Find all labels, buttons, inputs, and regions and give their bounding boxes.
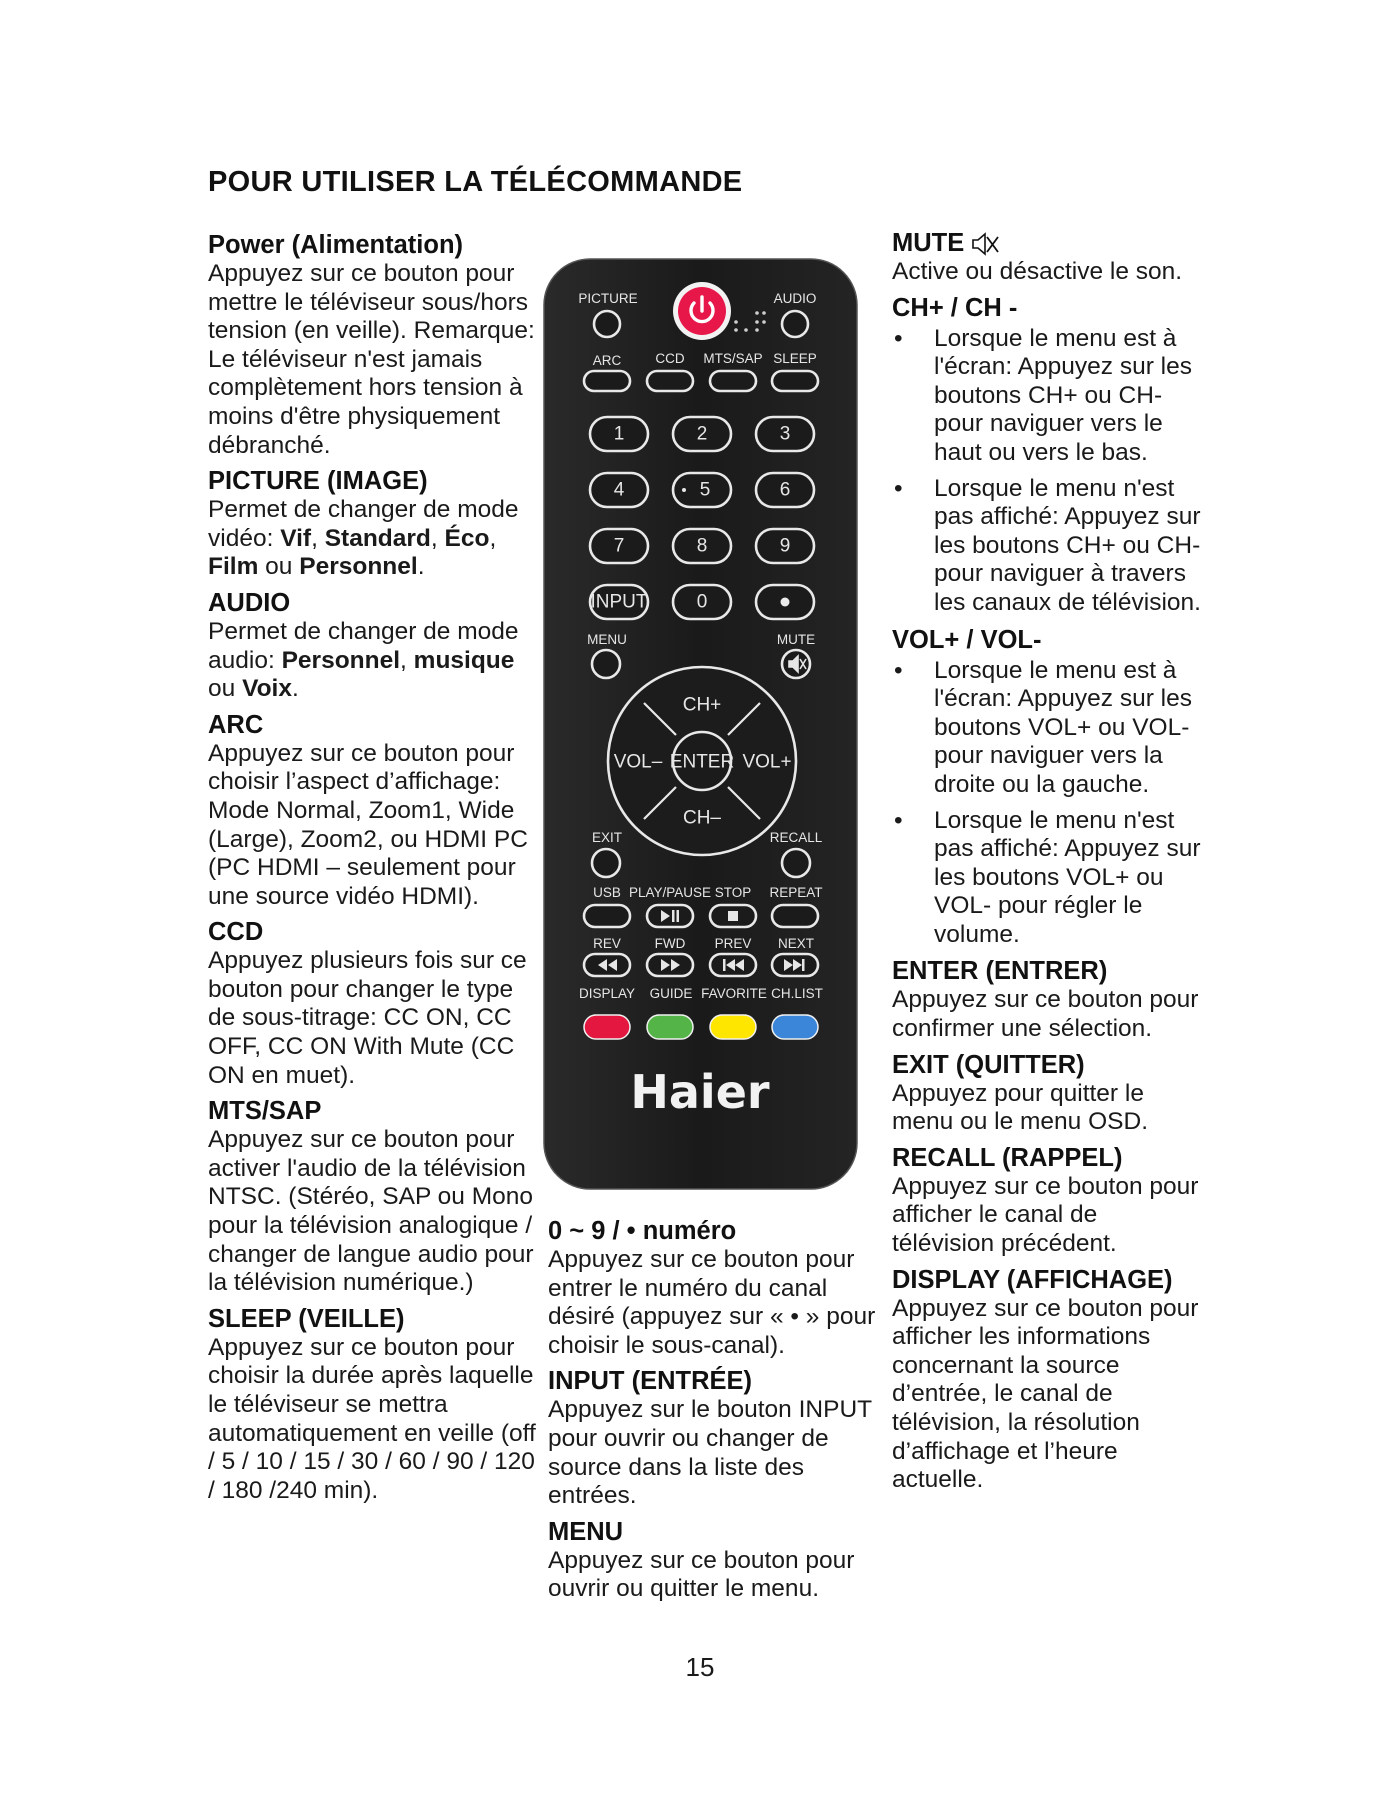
right-column [892,228,1202,1501]
label-ch-plus: CH+ [682,694,722,716]
section-text: Appuyez sur ce bouton pour activer l'audio de la télévision NTSC. (Stéréo, SAP ou Mono pour la télévision analogique / changer de langue audio pour la télévision numérique.) [208,1126,534,1297]
menu-button[interactable] [592,650,620,678]
text-part: ou [208,675,243,703]
section-exit [892,1050,1202,1137]
text-part: , [311,524,325,552]
section-mts-sap [208,1096,543,1298]
digit-label: 0 [696,591,708,613]
section-title: ARC [208,710,264,739]
digit-label: 8 [696,535,708,557]
section-display [892,1265,1202,1495]
stop-icon [728,911,738,921]
label-repeat: REPEAT [769,885,823,900]
label-mute: MUTE [776,632,816,647]
section-title: SLEEP (VEILLE) [208,1304,405,1333]
label-picture: PICTURE [578,291,638,306]
section-text: Appuyez sur ce bouton pour mettre le téléviseur sous/hors tension (en veille). Remarque: Le téléviseur n'est jamais complètement hors tension à moins d'être physiquement débranché. [208,260,535,459]
label-enter: ENTER [669,751,735,773]
text-part: . [417,553,425,581]
list-item: • Lorsque le menu n'est pas affiché: Appuyez sur les boutons VOL+ ou VOL- pour régler le volume. [892,807,1202,950]
page-title: POUR UTILISER LA TÉLÉCOMMANDE [208,166,743,198]
section-enter [892,956,1202,1043]
label-stop: STOP [714,885,752,900]
section-title: INPUT (ENTRÉE) [548,1367,752,1396]
red-display-button[interactable] [584,1015,630,1039]
label-prev: PREV [714,936,752,951]
ccd-button[interactable] [647,371,693,391]
section-title: CH+ / CH - [892,293,1018,322]
yellow-favorite-button[interactable] [710,1015,756,1039]
exit-button[interactable] [592,849,620,877]
digit-label: 7 [613,535,625,557]
section-title: AUDIO [208,588,291,617]
section-ccd [208,917,543,1090]
section-text: Appuyez sur le bouton INPUT pour ouvrir ou changer de source dans la liste des entrées. [548,1396,872,1510]
middle-column [548,1216,878,1610]
section-title: ENTER (ENTRER) [892,957,1108,986]
label-arc: ARC [592,353,622,368]
section-menu [548,1517,878,1604]
usb-button[interactable] [584,905,630,927]
bullet-list [892,657,1202,950]
section-text: Appuyez sur ce bouton pour ouvrir ou quitter le menu. [548,1546,855,1603]
text-part: . [291,675,299,703]
section-audio [208,588,543,704]
label-display: DISPLAY [578,986,636,1001]
label-menu: MENU [587,632,627,647]
mts-sap-button[interactable] [710,371,756,391]
label-ccd: CCD [655,351,685,366]
digit-label: 2 [696,423,708,445]
digit-label: 9 [779,535,791,557]
blue-ch-list-button[interactable] [772,1015,818,1039]
sleep-button[interactable] [772,371,818,391]
mute-speaker-icon [970,232,1000,256]
bold-term: Standard [324,524,431,552]
label-rev: REV [593,936,621,951]
green-guide-button[interactable] [647,1015,693,1039]
section-text: Appuyez sur ce bouton pour afficher le canal de télévision précédent. [892,1172,1199,1258]
text-part: ou [258,553,300,581]
section-power [208,230,543,460]
digit-label: 1 [613,423,625,445]
section-text: Appuyez sur ce bouton pour choisir la durée après laquelle le téléviseur se mettra automatiquement en veille (off / 5 / 10 / 15 / 30 / 60 / 90 / 120 / 180 /240 min). [208,1333,536,1504]
left-column [208,230,543,1511]
section-title: CCD [208,918,264,947]
section-picture [208,466,543,582]
label-favorite: FAVORITE [701,986,767,1001]
section-title: 0 ~ 9 / • numéro [548,1217,737,1245]
section-title: VOL+ / VOL- [892,625,1042,654]
label-recall: RECALL [769,830,823,845]
section-arc [208,710,543,912]
section-ch [892,293,1202,618]
bold-term: Personnel [281,646,401,674]
bold-term: Personnel [299,553,418,581]
section-text: Appuyez sur ce bouton pour entrer le numéro du canal désiré (appuyez sur « • » pour choisir le sous-canal). [548,1246,876,1359]
label-exit: EXIT [591,830,623,845]
section-mute [892,228,1202,287]
list-item: • Lorsque le menu est à l'écran: Appuyez sur les boutons VOL+ ou VOL- pour naviguer vers la droite ou la gauche. [892,657,1202,800]
audio-button[interactable] [782,311,808,337]
text-part: Permet de changer de mode vidéo: [208,496,519,552]
picture-button[interactable] [594,311,620,337]
brand-logo: Haier [630,1065,770,1119]
dot-icon [781,598,790,607]
digit-label: 3 [779,423,791,445]
section-title: RECALL (RAPPEL) [892,1143,1123,1172]
section-text: Appuyez sur ce bouton pour afficher les informations concernant la source d’entrée, le canal de télévision, la résolution d’affichage et l’heure actuelle. [892,1294,1199,1494]
label-ch-list: CH.LIST [771,986,823,1001]
digit-label: 4 [613,479,625,501]
section-title [892,228,1202,258]
remote-control-illustration [543,258,858,1190]
label-fwd: FWD [654,936,686,951]
label-usb: USB [593,885,621,900]
text-part: Permet de changer de mode audio: [208,617,519,674]
label-ch-minus: CH– [682,807,722,829]
page-number: 15 [685,1652,715,1682]
section-title: Power (Alimentation) [208,231,464,259]
section-title: MENU [548,1517,624,1546]
section-text: Appuyez sur ce bouton pour choisir l’aspect d’affichage: Mode Normal, Zoom1, Wide (Large), Zoom2, ou HDMI PC (PC HDMI – seulement pour une source vidéo HDMI). [208,739,528,910]
label-next: NEXT [777,936,815,951]
section-text: Appuyez sur ce bouton pour confirmer une sélection. [892,986,1199,1043]
input-label: INPUT [590,591,648,613]
list-item: • Lorsque le menu est à l'écran: Appuyez sur les boutons CH+ ou CH- pour naviguer vers le haut ou vers le bas. [892,325,1202,468]
navigation-pad [608,667,796,855]
repeat-button[interactable] [772,905,818,927]
label-vol-plus: VOL+ [742,751,792,773]
recall-button[interactable] [782,849,810,877]
section-title: DISPLAY (AFFICHAGE) [892,1265,1173,1294]
text-part: , [489,524,497,552]
section-input [548,1366,878,1510]
list-item: • Lorsque le menu n'est pas affiché: Appuyez sur les boutons CH+ ou CH- pour naviguer à travers les canaux de télévision. [892,475,1202,618]
section-title: EXIT (QUITTER) [892,1050,1085,1079]
section-text [208,618,543,704]
section-text: Appuyez plusieurs fois sur ce bouton pour changer le type de sous-titrage: CC ON, CC OFF, CC ON With Mute (CC ON en muet). [208,947,527,1089]
section-text [208,496,543,582]
bold-term: Éco [444,524,490,552]
bold-term: musique [413,646,515,674]
section-text: Active ou désactive le son. [892,258,1183,285]
label-vol-minus: VOL– [613,751,663,773]
label-play-pause: PLAY/PAUSE [628,885,712,900]
section-title: MTS/SAP [208,1097,322,1126]
section-sleep [208,1304,543,1506]
bold-term: Vif [280,524,312,552]
bullet-list [892,325,1202,618]
bold-term: Film [208,553,259,581]
text-part: , [400,646,414,674]
section-vol [892,625,1202,950]
label-sleep: SLEEP [773,351,817,366]
label-mts-sap: MTS/SAP [703,351,763,366]
section-title: PICTURE (IMAGE) [208,467,428,496]
label-audio: AUDIO [773,291,817,306]
tactile-dot-icon [682,488,686,492]
section-recall [892,1143,1202,1259]
bold-term: Voix [242,675,292,703]
section-digits [548,1216,878,1360]
section-text: Appuyez pour quitter le menu ou le menu OSD. [892,1079,1149,1136]
text-part: , [430,524,445,552]
label-guide: GUIDE [649,986,693,1001]
digit-label: 6 [779,479,791,501]
digit-label: 5 [699,479,711,501]
remote-svg [543,258,858,1190]
arc-button[interactable] [584,371,630,391]
mute-title: MUTE [892,229,965,257]
